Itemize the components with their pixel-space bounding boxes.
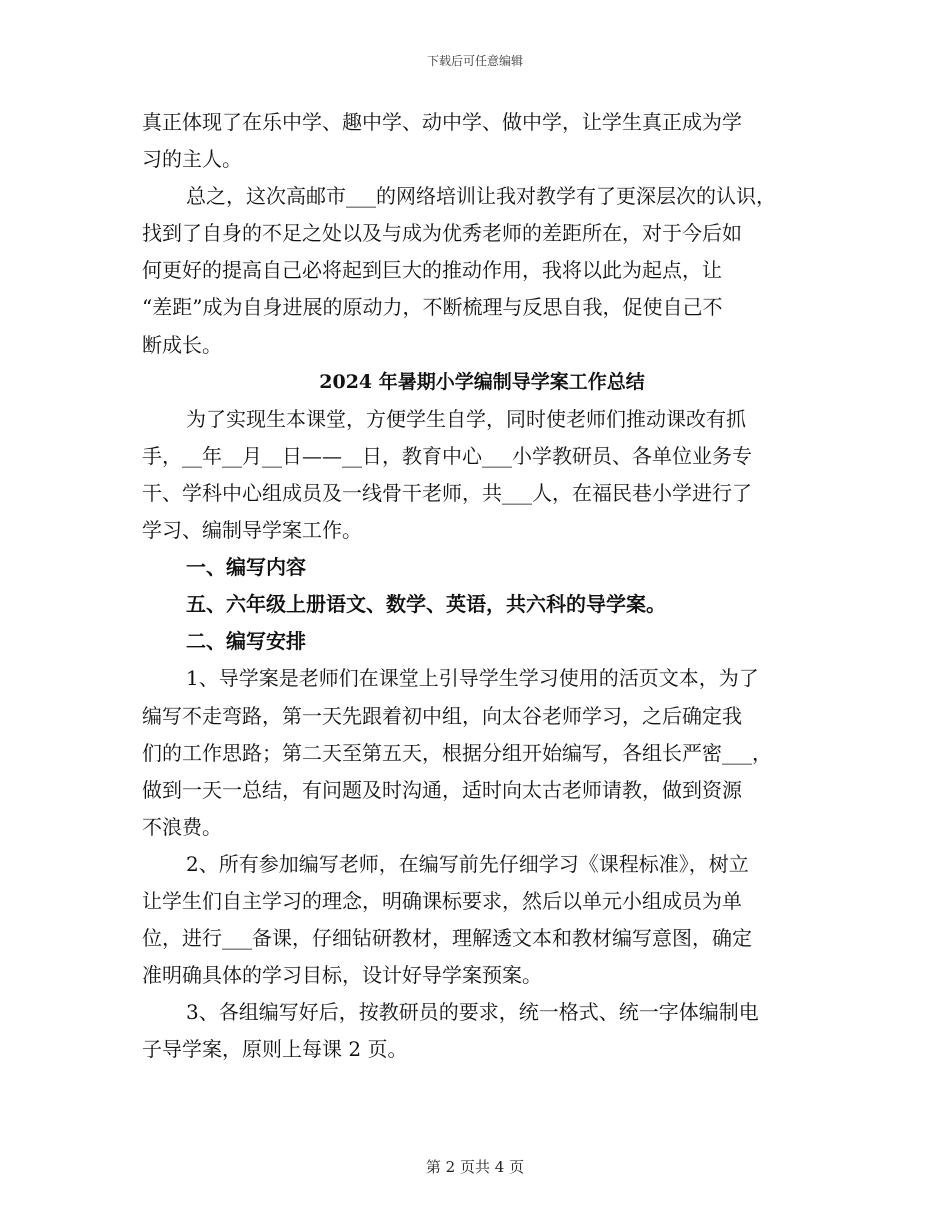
section-title: 2024 年暑期小学编制导学案工作总结	[319, 370, 645, 393]
paragraph-line: 3、各组编写好后，按教研员的要求，统一格式、统一字体编制电	[186, 1000, 759, 1025]
paragraph-line: 找到了自身的不足之处以及与成为优秀老师的差距所在，对于今后如	[142, 221, 742, 246]
paragraph-line: 位，进行___备课，仔细钻研教材，理解透文本和教材编写意图，确定	[142, 926, 752, 951]
subheading: 二、编写安排	[186, 629, 306, 654]
paragraph-line: 编写不走弯路，第一天先跟着初中组，向太谷老师学习，之后确定我	[142, 703, 742, 728]
paragraph-line: 子导学案，原则上每课 2 页。	[142, 1037, 408, 1062]
subheading: 五、六年级上册语文、数学、英语，共六科的导学案。	[186, 592, 666, 617]
paragraph-line: 真正体现了在乐中学、趣中学、动中学、做中学，让学生真正成为学	[142, 110, 742, 134]
paragraph-line: 做到一天一总结，有问题及时沟通，适时向太古老师请教，做到资源	[142, 777, 742, 802]
page-number: 第 2 页共 4 页	[425, 1158, 525, 1176]
paragraph-line: 总之，这次高邮市___的网络培训让我对教学有了更深层次的认识，	[186, 184, 776, 209]
paragraph-line: “差距”成为自身进展的原动力，不断梳理与反思自我，促使自己不	[142, 295, 723, 320]
paragraph-line: 干、学科中心组成员及一线骨干老师，共___人，在福民巷小学进行了	[142, 480, 752, 505]
paragraph-line: 准明确具体的学习目标，设计好导学案预案。	[142, 963, 542, 988]
paragraph-line: 1、导学案是老师们在课堂上引导学生学习使用的活页文本，为了	[186, 666, 759, 691]
paragraph-line: 们的工作思路；第二天至第五天，根据分组开始编写，各组长严密___，	[142, 740, 772, 765]
header-note: 下载后可任意编辑	[426, 54, 523, 68]
subheading: 一、编写内容	[186, 555, 306, 580]
paragraph-line: 手，__年__月__日——__日，教育中心___小学教研员、各单位业务专	[142, 443, 752, 468]
paragraph-line: 习的主人。	[142, 147, 242, 172]
paragraph-line: 不浪费。	[142, 814, 222, 839]
paragraph-line: 让学生们自主学习的理念，明确课标要求，然后以单元小组成员为单	[142, 888, 742, 913]
paragraph-line: 为了实现生本课堂，方便学生自学，同时使老师们推动课改有抓	[186, 406, 746, 431]
paragraph-line: 2、所有参加编写老师，在编写前先仔细学习《课程标准》，树立	[186, 851, 749, 876]
paragraph-line: 学习、编制导学案工作。	[142, 518, 362, 543]
paragraph-line: 断成长。	[142, 332, 222, 357]
document-body	[142, 104, 822, 1068]
paragraph-line: 何更好的提高自己必将起到巨大的推动作用，我将以此为起点，让	[142, 258, 722, 283]
